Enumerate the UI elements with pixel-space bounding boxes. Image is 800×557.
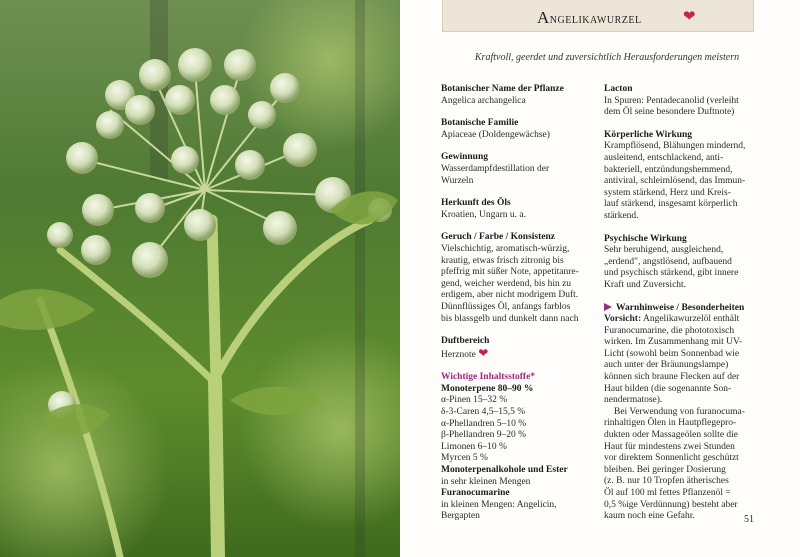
column-right [604,84,764,523]
page-title: Angelikawurzel [537,8,642,27]
psych-line: Kraft und Zuversicht. [604,279,687,290]
warn2-line: rinhaltigen Ölen in Hautpflegepro- [604,418,737,429]
koerper-line: stärkend. [604,210,639,221]
psych-heading: Psychische Wirkung [604,233,687,244]
warn2-line: 0,5 %ige Verdünnung) besteht aber [604,499,738,510]
warn-line: nendermatose). [604,395,663,406]
warn2-line: bleiben. Bei geringer Dosierung [604,464,726,475]
warn-line: wirken. Im Zusammenhang mit UV- [604,337,743,348]
koerper-line: system stärkend, Herz und Kreis- [604,187,731,198]
geruch-heading: Geruch / Farbe / Konsistenz [441,232,555,243]
monoterpene-item: α-Pinen 15–32 % [441,395,508,406]
gewinnung-line: Wurzeln [441,175,474,186]
geruch-line: gend, weicher werdend, bis hin zu [441,278,572,289]
warn2-line: (z. B. nur 10 Tropfen ätherisches [604,476,729,487]
botanic-name: Angelica archangelica [441,95,526,106]
monoterpene-item: β-Phellandren 9–20 % [441,430,527,441]
warn2-line: Bei Verwendung von furanocuma- [614,406,745,417]
alkohole: in sehr kleinen Mengen [441,476,531,487]
koerper-line: bakteriell, entzündungshemmend, [604,164,733,175]
inhalt-heading: Wichtige Inhaltsstoffe* [441,372,536,383]
warn2-line: dukten oder Massageölen sollte die [604,430,739,441]
furano-line: Bergapten [441,511,480,522]
warn2-line: vor direktem Sonnenlicht geschützt [604,453,739,464]
duft-heading: Duftbereich [441,336,490,347]
monoterpene-item: Limonen 6–10 % [441,441,507,452]
subtitle: Kraftvoll, geerdet und zuversichtlich Herausforderungen meistern [474,52,740,63]
koerper-line: antiviral, schleimlösend, das Immun- [604,176,746,187]
geruch-line: pfeffrig mit süßer Note, appetitanre- [441,267,579,278]
heart-icon: ❤ [478,345,489,360]
text-page [400,0,800,557]
arrow-icon [604,303,612,311]
title-banner [442,0,754,32]
lacton-heading: Lacton [604,84,633,94]
warn-line: Licht (sowohl beim Sonnenbad wie [604,348,740,359]
koerper-line: ausleitend, entschlackend, anti- [604,152,724,163]
warn-line: auch unter der Bräunungslampe) [604,360,729,371]
family: Apiaceae (Doldengewächse) [441,129,550,140]
geruch-line: erdigem, aber nicht modrigem Duft. [441,290,579,301]
lacton-line: dem Öl seine besondere Duftnote) [604,107,735,118]
koerper-heading: Körperliche Wirkung [604,129,693,140]
column-left [441,84,599,523]
monoterpene-heading: Monoterpene 80–90 % [441,383,534,394]
family-heading: Botanische Familie [441,118,519,129]
furano-line: in kleinen Mengen: Angelicin, [441,499,557,510]
monoterpene-item: Myrcen 5 % [441,453,488,464]
herkunft-heading: Herkunft des Öls [441,198,511,209]
heart-icon: ❤ [683,9,696,25]
geruch-line: Vielschichtig, aromatisch-würzig, [441,243,570,254]
warn-lead: Vorsicht: [604,314,642,325]
warn-line: können sich braune Flecken auf der [604,372,740,383]
herkunft: Kroatien, Ungarn u. a. [441,209,526,220]
duft [441,345,599,362]
gewinnung-line: Wasserdampfdestillation der [441,163,550,174]
warn-line: Furanocumarine, die phototoxisch [604,325,735,336]
geruch-line: bis blassgelb und dunkelt dann nach [441,313,579,324]
monoterpene-item: α-Phellandren 5–10 % [441,418,527,429]
monoterpene-item: δ-3-Caren 4,5–15,5 % [441,407,526,418]
botanic-name-heading: Botanischer Name der Pflanze [441,84,564,94]
lacton-line: In Spuren: Pentadecanolid (verleiht [604,95,739,106]
warn2-line: kaum noch eine Gefahr. [604,511,695,522]
psych-line: Sehr beruhigend, ausgleichend, [604,245,724,256]
geruch-line: Dünnflüssiges Öl, anfangs farblos [441,301,571,312]
alkohole-heading: Monoterpenalkohole und Ester [441,465,568,476]
koerper-line: Krampflösend, Blähungen mindernd, [604,141,746,152]
duft-value: Herznote [441,349,476,360]
psych-line: und psychisch stärkend, gibt innere [604,268,739,279]
geruch-line: krautig, etwas frisch zitronig bis [441,255,564,266]
warn2-line: Öl auf 100 ml fettes Pflanzenöl = [604,488,731,498]
warn-heading: Warnhinweise / Besonderheiten [604,303,764,315]
page-number: 51 [744,514,754,525]
gewinnung-heading: Gewinnung [441,152,488,163]
warn2-line: Haut für mindestens zwei Stunden [604,441,735,452]
psych-line: „erdend", angstlösend, aufbauend [604,256,732,267]
warn-first-line: Vorsicht: Angelikawurzelöl enthält [604,314,740,325]
warn-line: Haut bilden (die sogenannte Son- [604,383,732,394]
furano-heading: Furanocumarine [441,488,510,499]
koerper-line: lauf stärkend, insgesamt körperlich [604,199,738,210]
